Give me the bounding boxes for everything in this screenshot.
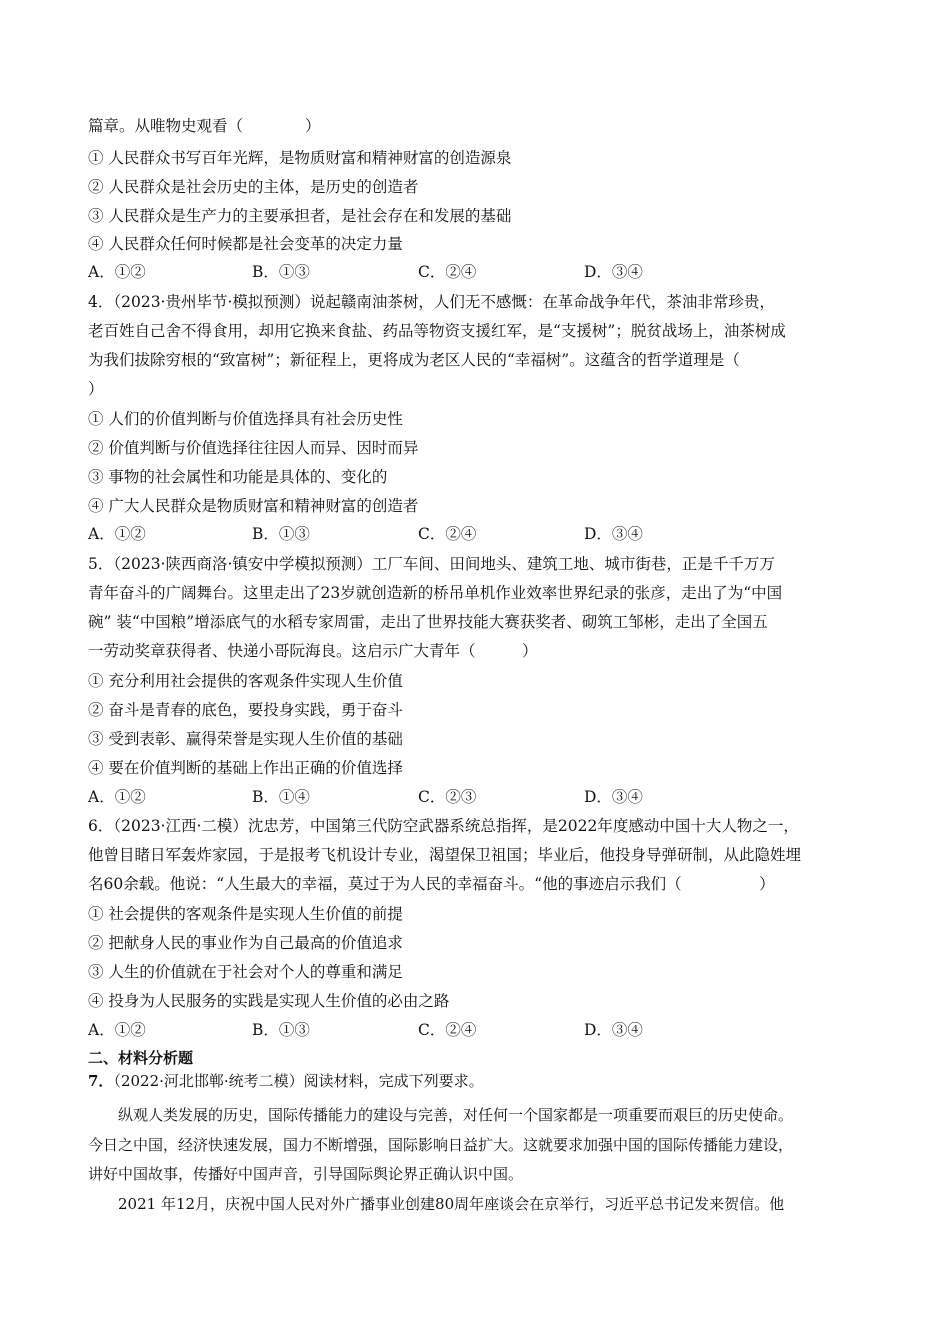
q5-option-d: D．③④ bbox=[584, 788, 643, 806]
q3-item-3: ③ 人民群众是生产力的主要承担者，是社会存在和发展的基础 bbox=[88, 207, 512, 225]
q6-stem-line-3: 名60余载。他说：“人生最大的幸福，莫过于为人民的幸福奋斗。“他的事迹启示我们（ ） bbox=[88, 875, 775, 893]
q4-option-a: A．①② bbox=[88, 525, 146, 543]
q3-option-d: D．③④ bbox=[584, 263, 643, 281]
q6-item-3: ③ 人生的价值就在于社会对个人的尊重和满足 bbox=[88, 963, 403, 981]
q6-option-a: A．①② bbox=[88, 1021, 146, 1039]
q5-stem-line-3: 碗” 装“中国粮”增添底气的水稻专家周雷，走出了世界技能大赛获奖者、砌筑工邹彬，走出了全国五 bbox=[88, 613, 768, 631]
section-title: 二、材料分析题 bbox=[88, 1049, 194, 1067]
q5-option-b: B．①④ bbox=[252, 788, 310, 806]
q3-item-4: ④ 人民群众任何时候都是社会变革的决定力量 bbox=[88, 235, 403, 253]
q7-stem bbox=[88, 1071, 484, 1091]
q4-item-4: ④ 广大人民群众是物质财富和精神财富的创造者 bbox=[88, 497, 419, 515]
q5-option-c: C．②③ bbox=[418, 788, 477, 806]
q5-option-a: A．①② bbox=[88, 788, 146, 806]
q3-stem-end: 篇章。从唯物史观看（ ） bbox=[88, 117, 321, 135]
q4-stem-line-1: 4．（2023·贵州毕节·模拟预测）说起赣南油茶树，人们无不感慨：在革命战争年代，茶油非常珍贵， bbox=[88, 293, 775, 311]
q5-item-1: ① 充分利用社会提供的客观条件实现人生价值 bbox=[88, 672, 403, 690]
material-line-1: 纵观人类发展的历史，国际传播能力的建设与完善，对任何一个国家都是一项重要而艰巨的历史使命。 bbox=[118, 1106, 794, 1124]
q4-stem-line-2: 老百姓自己舍不得食用，却用它换来食盐、药品等物资支援红军，是“支援树”；脱贫战场上，油茶树成 bbox=[88, 322, 786, 340]
q6-option-b: B．①③ bbox=[252, 1021, 310, 1039]
q3-option-b: B．①③ bbox=[252, 263, 310, 281]
q3-item-2: ② 人民群众是社会历史的主体，是历史的创造者 bbox=[88, 178, 419, 196]
q4-option-d: D．③④ bbox=[584, 525, 643, 543]
q5-item-3: ③ 受到表彰、赢得荣誉是实现人生价值的基础 bbox=[88, 730, 403, 748]
q4-stem-line-4: ） bbox=[88, 380, 104, 398]
material-line-3: 讲好中国故事，传播好中国声音，引导国际舆论界正确认识中国。 bbox=[88, 1165, 524, 1183]
q4-item-2: ② 价值判断与价值选择往往因人而异、因时而异 bbox=[88, 439, 419, 457]
q3-option-a: A．①② bbox=[88, 263, 146, 281]
q6-stem-line-2: 他曾目睹日军轰炸家园，于是报考飞机设计专业，渴望保卫祖国；毕业后，他投身导弹研制，从此隐姓埋 bbox=[88, 846, 802, 864]
material-line-4: 2021 年12月，庆祝中国人民对外广播事业创建80周年座谈会在京举行，习近平总书记发来贺信。他 bbox=[118, 1195, 785, 1213]
q5-stem-line-4: 一劳动奖章获得者、快递小哥阮海良。这启示广大青年（ ） bbox=[88, 642, 538, 660]
q6-item-4: ④ 投身为人民服务的实践是实现人生价值的必由之路 bbox=[88, 992, 450, 1010]
q6-item-1: ① 社会提供的客观条件是实现人生价值的前提 bbox=[88, 905, 403, 923]
q5-item-4: ④ 要在价值判断的基础上作出正确的价值选择 bbox=[88, 759, 403, 777]
q4-item-3: ③ 事物的社会属性和功能是具体的、变化的 bbox=[88, 468, 388, 486]
q3-item-1: ① 人民群众书写百年光辉，是物质财富和精神财富的创造源泉 bbox=[88, 149, 512, 167]
q4-item-1: ① 人们的价值判断与价值选择具有社会历史性 bbox=[88, 410, 403, 428]
material-line-2: 今日之中国，经济快速发展，国力不断增强，国际影响日益扩大。这就要求加强中国的国际传播能力建设， bbox=[88, 1136, 794, 1154]
q6-option-c: C．②④ bbox=[418, 1021, 477, 1039]
q4-option-b: B．①③ bbox=[252, 525, 310, 543]
q3-option-c: C．②④ bbox=[418, 263, 477, 281]
q5-item-2: ② 奋斗是青春的底色，要投身实践，勇于奋斗 bbox=[88, 701, 403, 719]
q6-stem-line-1: 6．（2023·江西·二模）沈忠芳，中国第三代防空武器系统总指挥，是2022年度感动中国十大人物之一， bbox=[88, 817, 799, 835]
q7-number: 7． bbox=[88, 1072, 114, 1090]
q7-stem-text: （2022·河北邯郸·统考二模）阅读材料，完成下列要求。 bbox=[113, 1072, 484, 1090]
q4-option-c: C．②④ bbox=[418, 525, 477, 543]
q5-stem-line-1: 5．（2023·陕西商洛·镇安中学模拟预测）工厂车间、田间地头、建筑工地、城市街巷，正是千千万万 bbox=[88, 555, 775, 573]
q6-option-d: D．③④ bbox=[584, 1021, 643, 1039]
q6-item-2: ② 把献身人民的事业作为自己最高的价值追求 bbox=[88, 934, 403, 952]
q5-stem-line-2: 青年奋斗的广阔舞台。这里走出了23岁就创造新的桥吊单机作业效率世界纪录的张彦，走出了为“中国 bbox=[88, 584, 783, 602]
q4-stem-line-3: 为我们拔除穷根的“致富树”；新征程上，更将成为老区人民的“幸福树”。这蕴含的哲学道理是（ bbox=[88, 351, 740, 369]
